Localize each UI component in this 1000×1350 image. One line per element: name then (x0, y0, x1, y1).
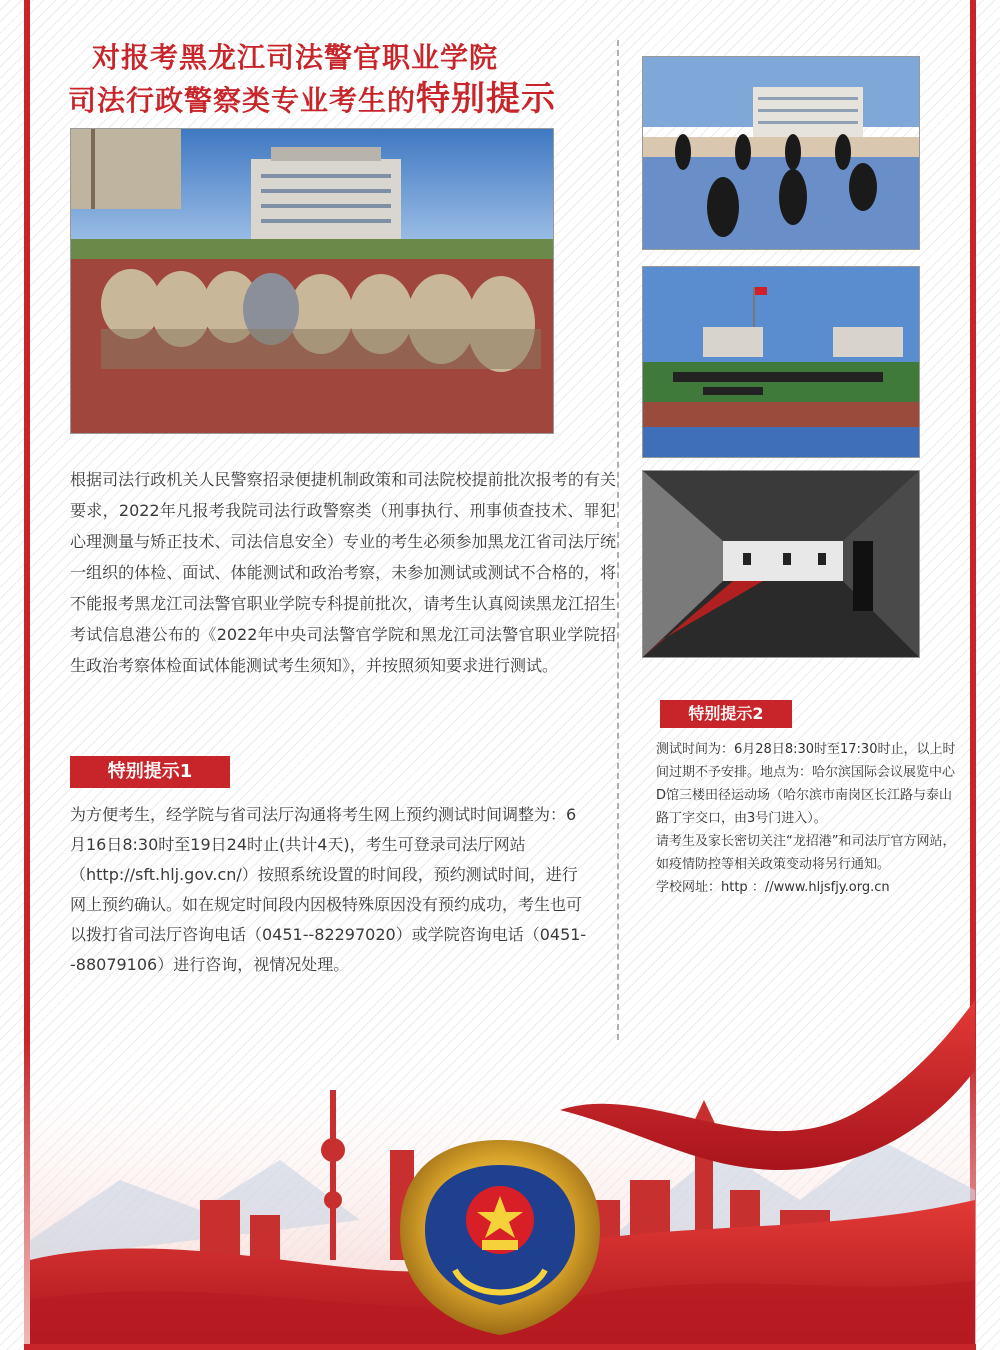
notice-1-text: 为方便考生，经学院与省司法厅沟通将考生网上预约测试时间调整为：6月16日8:30时至19日24时止(共计4天)，考生可登录司法厅网站（http://sft.hlj.gov.cn/）按照系统设置的时间段，预约测试时间，进行网上预约确认。如在规定时间段内因极特殊原因没有预约成功，考生也可以拨打省司法厅咨询电话（0451--82297020）或学院咨询电话（0451--88079106）进行咨询，视情况处理。 (70, 805, 587, 974)
column-divider (617, 40, 619, 1040)
title-line-2-prefix: 司法行政警察类专业考生的 (68, 84, 417, 117)
parade-photo (70, 128, 554, 434)
page-title (60, 38, 660, 122)
title-line-2 (60, 78, 660, 122)
title-line-1: 对报考黑龙江司法警官职业学院 (92, 41, 499, 74)
bottom-decoration (0, 1000, 1000, 1350)
training-photo (642, 56, 920, 250)
drill-field-photo (642, 266, 920, 458)
notice-1-tag: 特别提示1 (70, 756, 230, 788)
notice-2-text (656, 738, 962, 899)
bottom-border (24, 1344, 976, 1350)
notice-2-schedule: 测试时间为：6月28日8:30时至17:30时止，以上时间过期不予安排。地点为：哈尔滨国际会议展览中心D馆三楼田径运动场（哈尔滨市南岗区长江路与泰山路丁字交口，由3号门进入）。 (656, 742, 956, 826)
school-website[interactable]: 学校网址：http ：//www.hljsfjy.org.cn (656, 880, 890, 895)
notice-2-tag: 特别提示2 (660, 700, 792, 728)
notice-2-follow: 请考生及家长密切关注“龙招港”和司法厅官方网站，如疫情防控等相关政策变动将另行通知。 (656, 834, 956, 872)
title-highlight: 特别提示 (416, 79, 557, 119)
intro-paragraph: 根据司法行政机关人民警察招录便捷机制政策和司法院校提前批次报考的有关要求，2022年凡报考我院司法行政警察类（刑事执行、刑事侦查技术、罪犯心理测量与矫正技术、司法信息安全）专业的考生必须参加黑龙江省司法厅统一组织的体检、面试、体能测试和政治考察，未参加测试或测试不合格的，将不能报考黑龙江司法警官职业学院专科提前批次，请考生认真阅读黑龙江招生考试信息港公布的《2022年中央司法警官学院和黑龙江司法警官职业学院招生政治考察体检面试体能测试考生须知》，并按照须知要求进行测试。 (70, 470, 616, 675)
shooting-range-photo (642, 470, 920, 658)
